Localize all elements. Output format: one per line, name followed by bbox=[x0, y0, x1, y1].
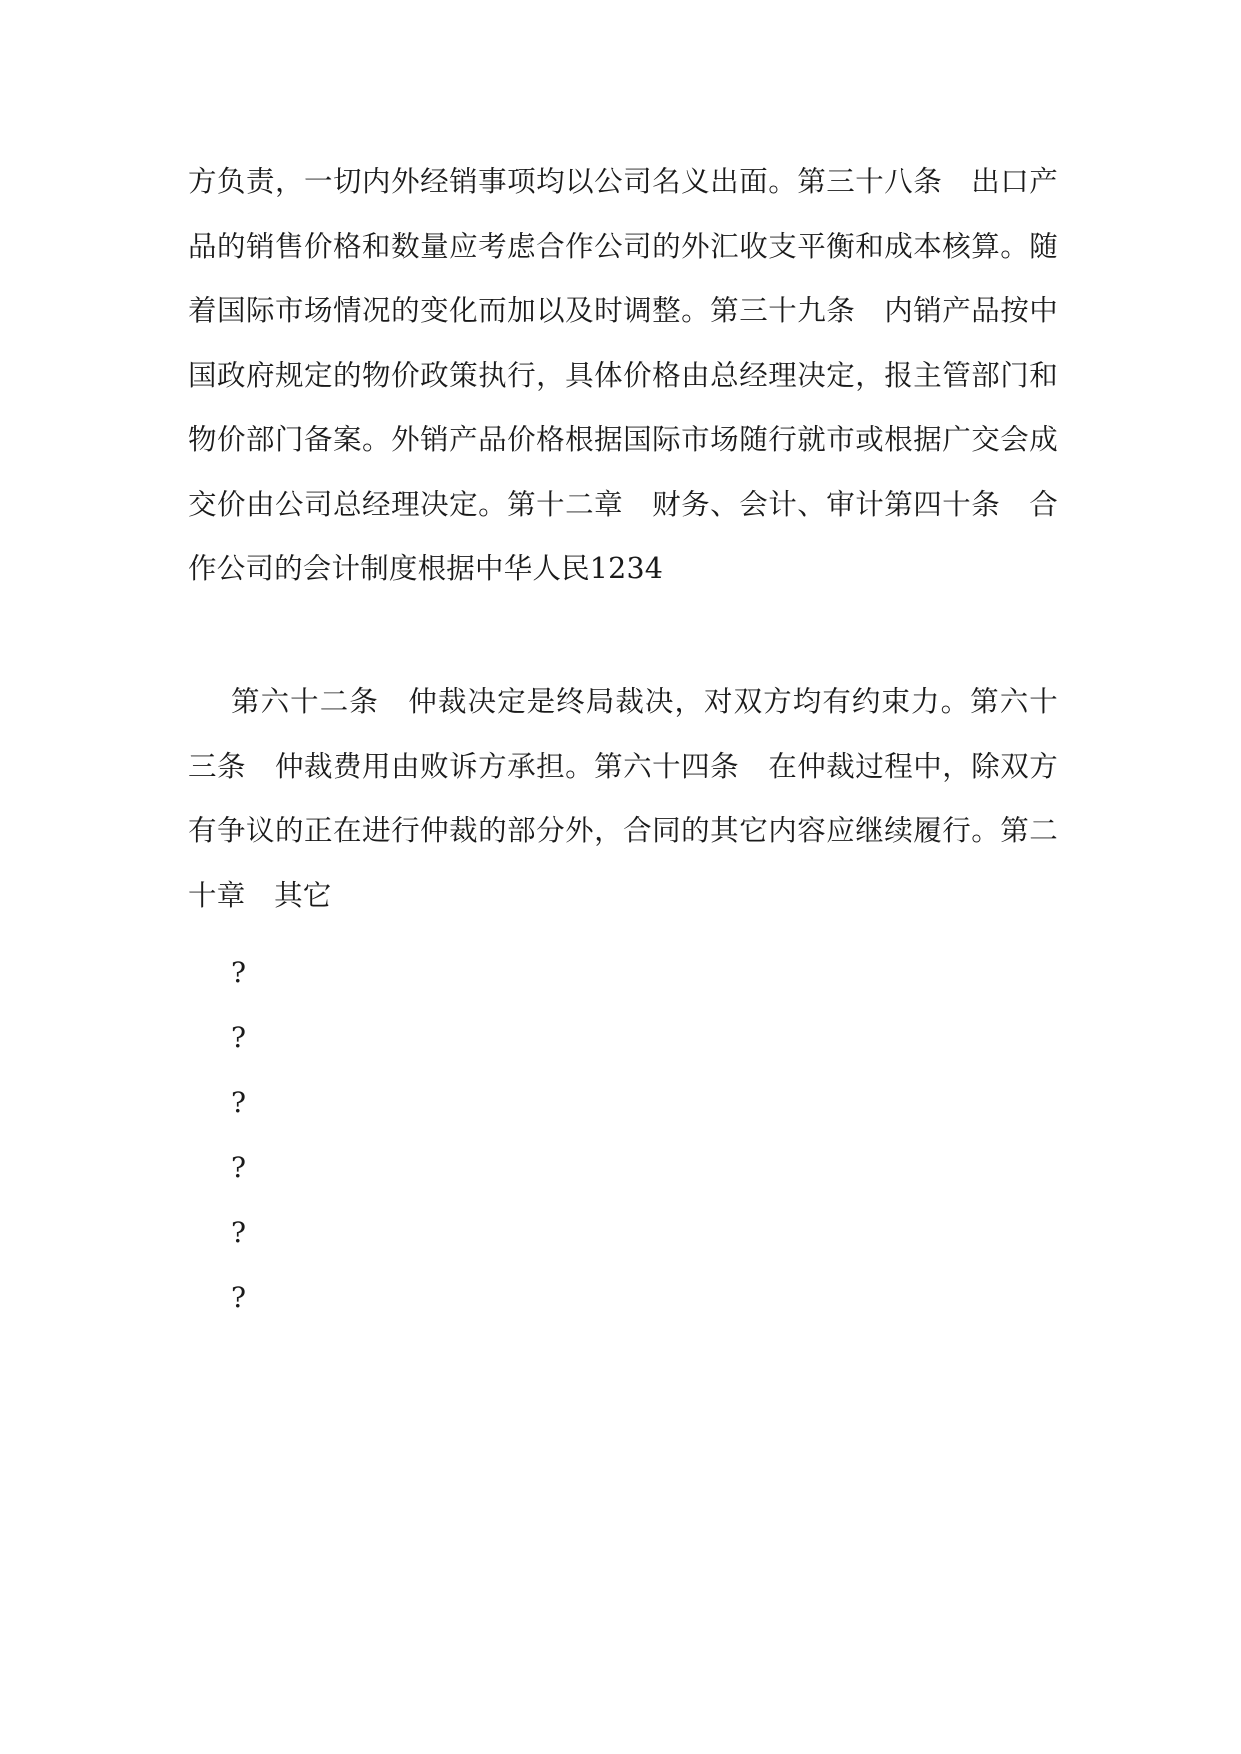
placeholder-line-4: ? bbox=[231, 1151, 247, 1184]
placeholder-line-2: ? bbox=[231, 1021, 247, 1054]
placeholder-line-3: ? bbox=[231, 1086, 247, 1119]
paragraph-1: 方负责，一切内外经销事项均以公司名义出面。第三十八条 出口产品的销售价格和数量应考虑合作公司的外汇收支平衡和成本核算。随着国际市场情况的变化而加以及时调整。第三十九条 内销产品按中国政府规定的物价政策执行，具体价格由总经理决定，报主管部门和物价部门备案。外销产品价格根据国际市场随行就市或根据广交会成交价由公司总经理决定。第十二章 财务、会计、审计第四十条 合作公司的会计制度根据中华人民1234 bbox=[188, 165, 1058, 585]
placeholder-line-1: ? bbox=[231, 956, 247, 989]
placeholder-list bbox=[231, 940, 431, 1330]
placeholder-line-5: ? bbox=[231, 1216, 247, 1249]
paragraph-2: 第六十二条 仲裁决定是终局裁决，对双方均有约束力。第六十三条 仲裁费用由败诉方承担。第六十四条 在仲裁过程中，除双方有争议的正在进行仲裁的部分外，合同的其它内容应继续履行。第二十章 其它 bbox=[188, 685, 1058, 912]
placeholder-line-6: ? bbox=[231, 1281, 247, 1314]
